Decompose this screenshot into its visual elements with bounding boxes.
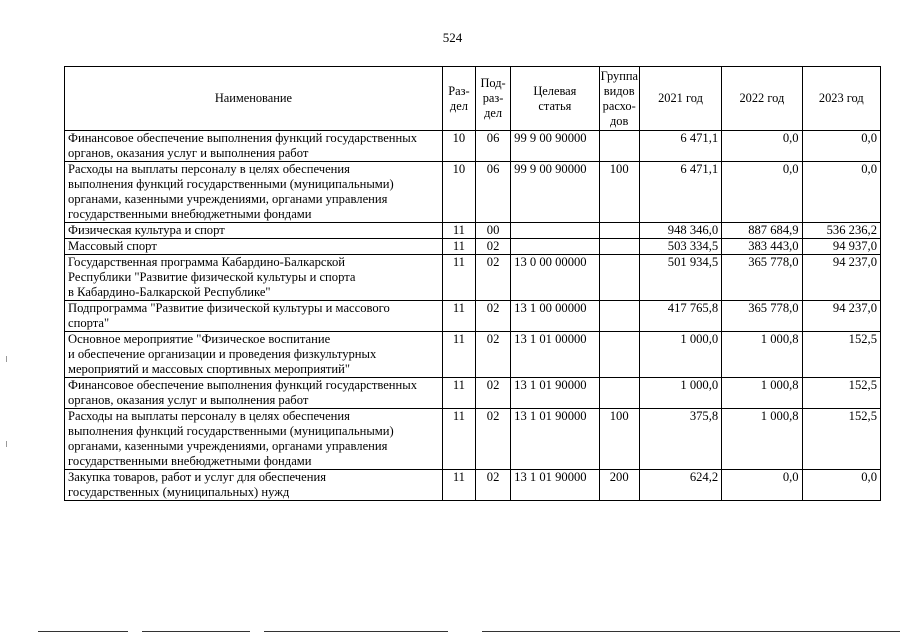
header-subsection: Под- раз- дел <box>476 67 511 131</box>
cell-2022: 887 684,9 <box>722 223 802 239</box>
cell-2022: 1 000,8 <box>722 378 802 409</box>
header-2022: 2022 год <box>722 67 802 131</box>
cell-expense-group <box>599 131 639 162</box>
cell-name-line: государственными внебюджетными фондами <box>68 207 312 221</box>
cell-subsection: 02 <box>476 239 511 255</box>
cell-2023: 0,0 <box>802 470 880 501</box>
cell-2023: 0,0 <box>802 131 880 162</box>
cell-section: 10 <box>442 162 475 223</box>
cell-name <box>65 301 443 332</box>
footer-rule <box>142 631 250 632</box>
cell-name-line: органов, оказания услуг и выполнения работ <box>68 146 309 160</box>
cell-name-line: государственных (муниципальных) нужд <box>68 485 290 499</box>
cell-target-item: 99 9 00 90000 <box>511 162 599 223</box>
cell-2021: 1 000,0 <box>639 378 721 409</box>
cell-section: 11 <box>442 239 475 255</box>
cell-name-line: Финансовое обеспечение выполнения функций государственных <box>68 131 418 145</box>
table-row <box>65 239 881 255</box>
footer-rule <box>38 631 128 632</box>
cell-2021: 417 765,8 <box>639 301 721 332</box>
cell-name <box>65 239 443 255</box>
cell-section: 11 <box>442 470 475 501</box>
cell-name <box>65 223 443 239</box>
cell-name-line: в Кабардино-Балкарской Республике" <box>68 285 271 299</box>
header-name: Наименование <box>65 67 443 131</box>
cell-2021: 6 471,1 <box>639 131 721 162</box>
cell-name-line: органами, казенными учреждениями, органами управления <box>68 439 388 453</box>
cell-2023: 94 937,0 <box>802 239 880 255</box>
table-row <box>65 409 881 470</box>
cell-target-item: 13 1 01 90000 <box>511 470 599 501</box>
cell-target-item: 13 0 00 00000 <box>511 255 599 301</box>
cell-name-line: Расходы на выплаты персоналу в целях обеспечения <box>68 409 350 423</box>
header-section: Раз- дел <box>442 67 475 131</box>
cell-name-line: спорта" <box>68 316 110 330</box>
scan-mark <box>6 441 7 447</box>
cell-2021: 501 934,5 <box>639 255 721 301</box>
cell-expense-group: 100 <box>599 162 639 223</box>
budget-table <box>64 66 881 501</box>
cell-name-line: Финансовое обеспечение выполнения функций государственных <box>68 378 418 392</box>
cell-expense-group <box>599 223 639 239</box>
table-body <box>65 131 881 501</box>
cell-name-line: и обеспечение организации и проведения физкультурных <box>68 347 377 361</box>
cell-2022: 0,0 <box>722 470 802 501</box>
cell-expense-group <box>599 239 639 255</box>
cell-name-line: органов, оказания услуг и выполнения работ <box>68 393 309 407</box>
cell-name <box>65 131 443 162</box>
cell-section: 11 <box>442 409 475 470</box>
cell-name <box>65 470 443 501</box>
cell-section: 11 <box>442 378 475 409</box>
table-row <box>65 223 881 239</box>
cell-target-item: 13 1 01 00000 <box>511 332 599 378</box>
cell-subsection: 02 <box>476 378 511 409</box>
cell-subsection: 02 <box>476 301 511 332</box>
cell-name-line: Массовый спорт <box>68 239 157 253</box>
header-2023: 2023 год <box>802 67 880 131</box>
cell-target-item: 13 1 00 00000 <box>511 301 599 332</box>
cell-expense-group: 200 <box>599 470 639 501</box>
cell-target-item: 99 9 00 90000 <box>511 131 599 162</box>
cell-2021: 6 471,1 <box>639 162 721 223</box>
table-row <box>65 332 881 378</box>
header-target-item: Целевая статья <box>511 67 599 131</box>
cell-2023: 0,0 <box>802 162 880 223</box>
cell-name <box>65 378 443 409</box>
footer-rule <box>264 631 448 632</box>
cell-target-item <box>511 223 599 239</box>
cell-name <box>65 255 443 301</box>
table-row <box>65 378 881 409</box>
cell-name-line: Расходы на выплаты персоналу в целях обеспечения <box>68 162 350 176</box>
cell-name <box>65 332 443 378</box>
cell-target-item: 13 1 01 90000 <box>511 409 599 470</box>
cell-2022: 365 778,0 <box>722 301 802 332</box>
cell-2023: 152,5 <box>802 378 880 409</box>
cell-section: 11 <box>442 332 475 378</box>
cell-expense-group <box>599 301 639 332</box>
cell-section: 10 <box>442 131 475 162</box>
cell-subsection: 06 <box>476 162 511 223</box>
cell-name-line: государственными внебюджетными фондами <box>68 454 312 468</box>
cell-name-line: Республики "Развитие физической культуры и спорта <box>68 270 356 284</box>
table-row <box>65 131 881 162</box>
cell-subsection: 00 <box>476 223 511 239</box>
header-2021: 2021 год <box>639 67 721 131</box>
cell-2021: 375,8 <box>639 409 721 470</box>
cell-name-line: выполнения функций государственными (муниципальными) <box>68 177 394 191</box>
cell-subsection: 02 <box>476 409 511 470</box>
cell-subsection: 06 <box>476 131 511 162</box>
cell-2021: 624,2 <box>639 470 721 501</box>
cell-subsection: 02 <box>476 255 511 301</box>
cell-expense-group <box>599 332 639 378</box>
cell-name <box>65 409 443 470</box>
cell-2023: 94 237,0 <box>802 301 880 332</box>
cell-2022: 0,0 <box>722 131 802 162</box>
cell-target-item: 13 1 01 90000 <box>511 378 599 409</box>
cell-name-line: выполнения функций государственными (муниципальными) <box>68 424 394 438</box>
cell-name-line: органами, казенными учреждениями, органами управления <box>68 192 388 206</box>
header-expense-group: Группа видов расхо- дов <box>599 67 639 131</box>
cell-2022: 1 000,8 <box>722 332 802 378</box>
page-number: 524 <box>442 30 463 45</box>
cell-name-line: Закупка товаров, работ и услуг для обеспечения <box>68 470 327 484</box>
cell-target-item <box>511 239 599 255</box>
cell-section: 11 <box>442 223 475 239</box>
cell-subsection: 02 <box>476 470 511 501</box>
table-header-row <box>65 67 881 131</box>
cell-name-line: мероприятий и массовых спортивных мероприятий" <box>68 362 350 376</box>
cell-2023: 152,5 <box>802 409 880 470</box>
cell-name-line: Подпрограмма "Развитие физической культуры и массового <box>68 301 390 315</box>
cell-section: 11 <box>442 301 475 332</box>
cell-2022: 1 000,8 <box>722 409 802 470</box>
cell-name <box>65 162 443 223</box>
cell-2021: 948 346,0 <box>639 223 721 239</box>
cell-section: 11 <box>442 255 475 301</box>
footer-rule <box>482 631 900 632</box>
cell-2022: 0,0 <box>722 162 802 223</box>
cell-expense-group <box>599 255 639 301</box>
cell-subsection: 02 <box>476 332 511 378</box>
cell-expense-group <box>599 378 639 409</box>
cell-expense-group: 100 <box>599 409 639 470</box>
table-row <box>65 162 881 223</box>
cell-name-line: Физическая культура и спорт <box>68 223 225 237</box>
cell-2021: 503 334,5 <box>639 239 721 255</box>
table-row <box>65 470 881 501</box>
cell-2021: 1 000,0 <box>639 332 721 378</box>
cell-2022: 383 443,0 <box>722 239 802 255</box>
cell-2023: 152,5 <box>802 332 880 378</box>
cell-name-line: Государственная программа Кабардино-Балкарской <box>68 255 346 269</box>
scan-mark <box>6 356 7 362</box>
table-row <box>65 301 881 332</box>
cell-2023: 94 237,0 <box>802 255 880 301</box>
table-row <box>65 255 881 301</box>
cell-name-line: Основное мероприятие "Физическое воспитание <box>68 332 331 346</box>
cell-2022: 365 778,0 <box>722 255 802 301</box>
cell-2023: 536 236,2 <box>802 223 880 239</box>
